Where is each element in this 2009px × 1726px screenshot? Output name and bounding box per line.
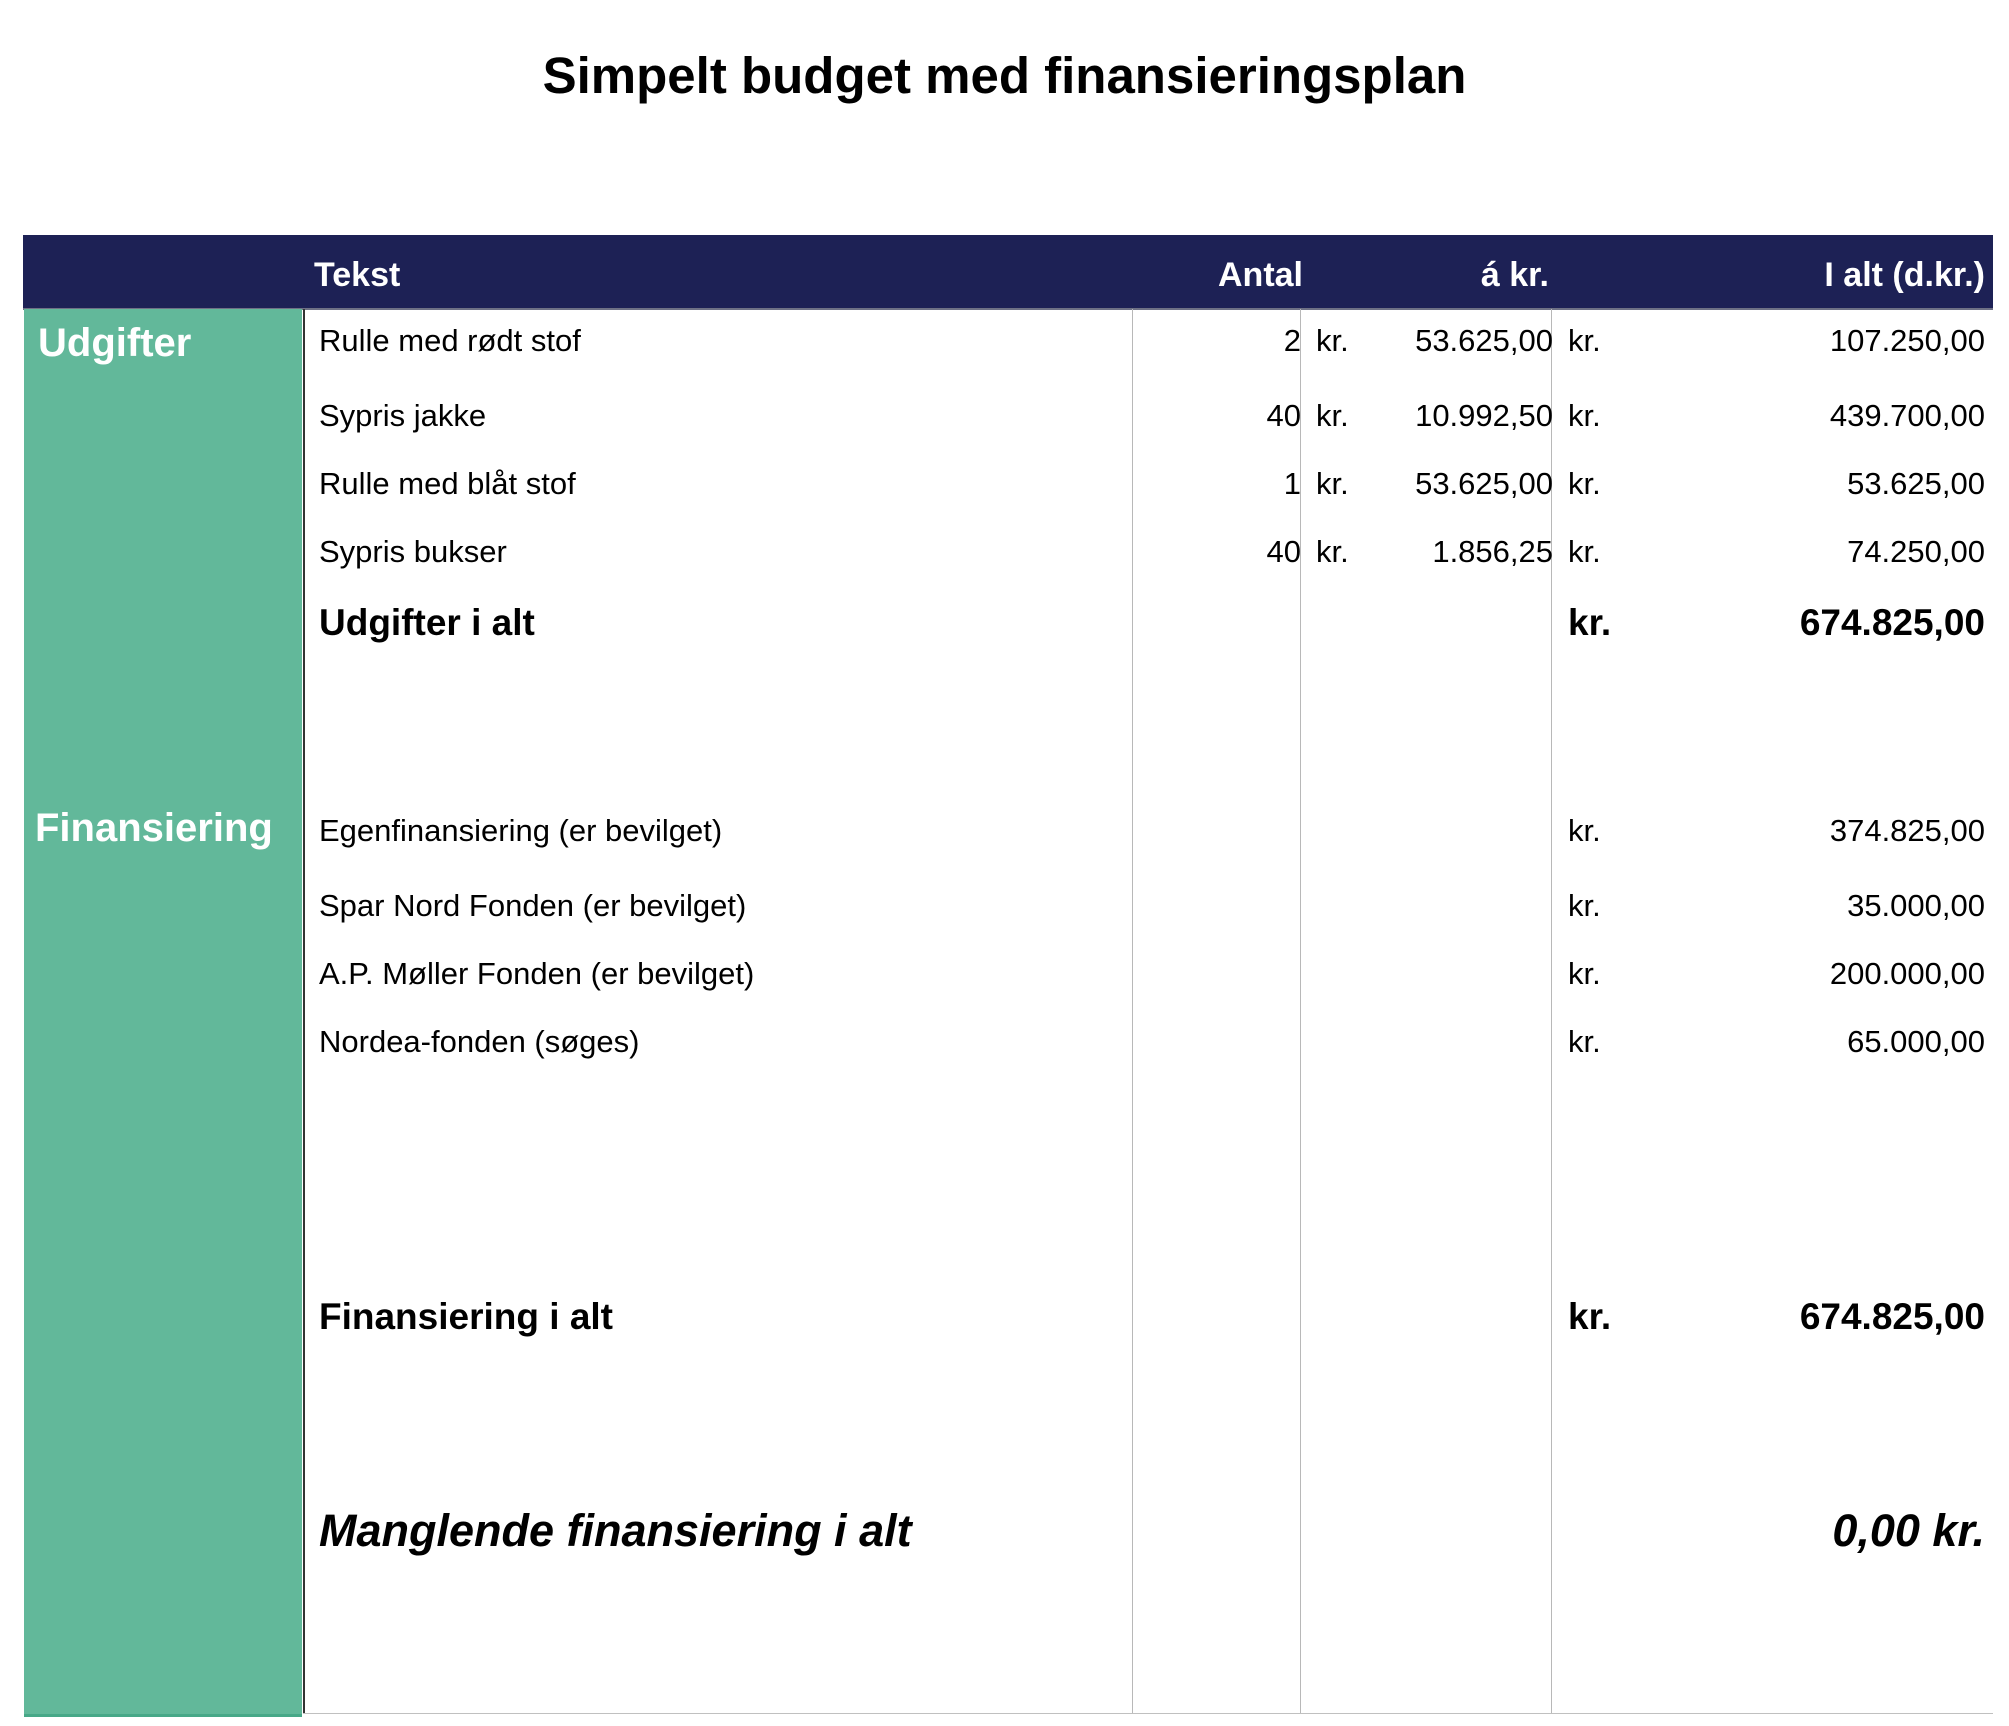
row-text: Spar Nord Fonden (er bevilget) [319,888,747,923]
row-unit-price: 53.625,00 [1415,466,1553,501]
table-header [23,235,1993,310]
row-unit-price: 53.625,00 [1415,323,1553,358]
row-total: 65.000,00 [1847,1024,1985,1059]
row-currency: kr. [1568,323,1601,358]
column-divider [1551,309,1552,1714]
row-total: 35.000,00 [1847,888,1985,923]
col-header-text: Tekst [314,256,401,294]
financing-total-value: 674.825,00 [1799,1296,1985,1337]
row-text: Sypris bukser [319,534,507,569]
financing-total-currency: kr. [1568,1296,1612,1337]
section-sidebar [24,309,302,1717]
expenses-total-label: Udgifter i alt [319,602,535,643]
column-divider [1132,309,1133,1714]
row-total: 74.250,00 [1847,534,1985,569]
budget-table [23,235,1993,1714]
col-header-total: I alt (d.kr.) [1824,256,1985,294]
row-unit-price: 10.992,50 [1415,398,1553,433]
financing-total-label: Finansiering i alt [319,1296,613,1337]
sidebar-divider [303,309,305,1714]
missing-financing-value: 0,00 kr. [1832,1505,1985,1556]
row-currency: kr. [1568,398,1601,433]
row-unit-price: 1.856,25 [1432,534,1553,569]
row-text: Egenfinansiering (er bevilget) [319,813,723,848]
section-label-expenses: Udgifter [38,321,192,365]
row-antal: 40 [1266,534,1301,569]
row-unit-currency: kr. [1316,466,1349,501]
document-title: Simpelt budget med finansieringsplan [542,47,1467,104]
row-total: 107.250,00 [1829,323,1985,358]
row-antal: 1 [1283,466,1301,501]
row-text: A.P. Møller Fonden (er bevilget) [319,956,755,991]
row-text: Rulle med blåt stof [319,466,576,501]
row-total: 200.000,00 [1829,956,1985,991]
row-total: 374.825,00 [1829,813,1985,848]
row-total: 53.625,00 [1847,466,1985,501]
row-unit-currency: kr. [1316,398,1349,433]
row-currency: kr. [1568,1024,1601,1059]
row-currency: kr. [1568,888,1601,923]
row-currency: kr. [1568,813,1601,848]
row-unit-currency: kr. [1316,534,1349,569]
row-currency: kr. [1568,956,1601,991]
row-currency: kr. [1568,534,1601,569]
row-antal: 2 [1283,323,1301,358]
section-label-financing: Finansiering [35,806,273,850]
column-divider [1300,309,1301,1714]
expenses-total-value: 674.825,00 [1799,602,1985,643]
row-text: Nordea-fonden (søges) [319,1024,640,1059]
row-text: Sypris jakke [319,398,487,433]
expenses-total-currency: kr. [1568,602,1612,643]
col-header-antal: Antal [1218,256,1303,294]
row-antal: 40 [1266,398,1301,433]
row-unit-currency: kr. [1316,323,1349,358]
row-currency: kr. [1568,466,1601,501]
col-header-unit-price: á kr. [1480,256,1549,294]
missing-financing-label: Manglende finansiering i alt [319,1505,912,1556]
row-text: Rulle med rødt stof [319,323,581,358]
row-total: 439.700,00 [1829,398,1985,433]
table-bottom-border [303,1713,1993,1714]
